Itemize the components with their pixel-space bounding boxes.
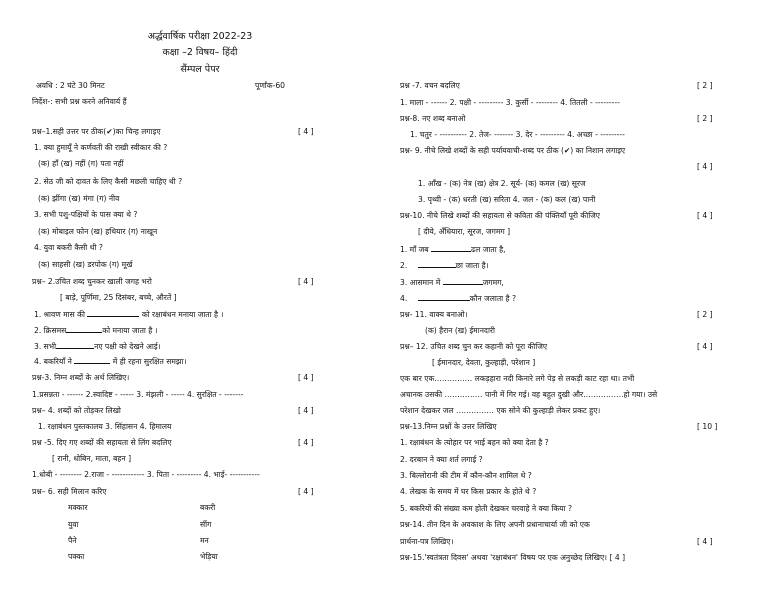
match-left-item: मक्कार (68, 503, 88, 512)
q8-line: 1. चतुर - ---------- 2. तेज- ------- 3. देर - --------- 4. अच्छा - --------- (410, 130, 625, 139)
q7-title: प्रश्न -7. वचन बदलिए (400, 81, 460, 90)
q1-options: (क) झींगा (ख) मंगा (ग) नीव (38, 194, 120, 203)
q4-marks: [ 4 ] (298, 406, 314, 415)
q2-item: 3. सभी नए पक्षी को देखने आई। (34, 342, 161, 351)
q4-line: 1. रक्षाबंधन पुस्तकालय 3. सिंहासन 4. हिमालय (38, 422, 172, 431)
q14-marks: [ 4 ] (697, 537, 713, 546)
q1-options: (क) मोबाइल फोन (ख) हथियार (ग) नाखून (38, 227, 158, 236)
q1-options: (क) साहसी (ख) डरपोक (ग) मूर्ख (38, 260, 133, 269)
q12-marks: [ 4 ] (697, 342, 713, 351)
q2-item: 2. क्रिसमस को मनाया जाता है । (34, 326, 158, 335)
q13-item: 2. दरबान ने क्या शर्त लगाई ? (400, 455, 483, 464)
q12-story-line: अचानक उसकी …………… पानी में गिर गई। वह बहुत दुखी और…………….हो गया। उसे (400, 390, 658, 399)
fill-blank (87, 309, 139, 317)
q2-item: 1. श्रावण मास की को रक्षाबंधन मनाया जाता है । (34, 310, 224, 319)
q3-marks: [ 4 ] (298, 373, 314, 382)
fill-blank (418, 293, 470, 301)
match-left-item: युवा (68, 520, 79, 529)
q9-row: 3. पृथ्वी - (क) धरती (ख) सरिता 4. जल - (क) कल (ख) पानी (418, 195, 596, 204)
q6-title: प्रश्न– 6. सही मिलान करिए (32, 487, 107, 496)
q9-title: प्रश्न- 9. नीचे लिखे शब्दों के सही पर्यायवाची-शब्द पर ठीक (✔) का निशान लगाइए (400, 146, 626, 155)
q9-row: 1. आँख - (क) नेत्र (ख) क्षेत्र 2. सूर्य- (क) कमल (ख) सूरज (418, 179, 586, 188)
q8-title: प्रश्न-8. नए शब्द बनाओ (400, 114, 466, 123)
q13-item: 5. बकरियों की संख्या कम होती देखकर चरवाहे ने क्या किया ? (400, 504, 572, 513)
q5-title: प्रश्न -5. दिए गए शब्दों की सहायता से लिंग बदलिए (32, 438, 172, 447)
q7-line: 1. माला - ------ 2. पक्षी - --------- 3. कुर्सी - -------- 4. तितली - --------- (400, 98, 620, 107)
q13-marks: [ 10 ] (697, 422, 718, 431)
q10-item: 1. माँ जब ढल जाता है, (400, 245, 506, 254)
fill-blank (418, 260, 456, 268)
q2-title: प्रश्न– 2.उचित शब्द चुनकर खाली जगह भरो (32, 277, 152, 286)
q1-item: 3. सभी पशु-पक्षियों के पास क्या थे ? (34, 210, 138, 219)
q1-item: 1. क्या हुमायूँ ने कर्णवती की राखी स्वीकार की ? (34, 143, 168, 152)
q13-title: प्रश्न-13.निम्न प्रश्नों के उत्तर लिखिए (400, 422, 497, 431)
paper-type: सैंम्पल पेपर (180, 64, 220, 75)
q3-title: प्रश्न-3. निम्न शब्दों के अर्थ लिखिए। (32, 373, 130, 382)
q10-item: 4. कौन जलाता है ? (400, 294, 517, 303)
q7-marks: [ 2 ] (697, 81, 713, 90)
q4-title: प्रश्न– 4. शब्दों को तोड़कर लिखो (32, 406, 121, 415)
q2-marks: [ 4 ] (298, 277, 314, 286)
duration: अवधि : 2 घंटे 30 मिनट (36, 81, 105, 90)
q12-word-bank: [ ईमानदार, देवता, कुल्हाड़ी, परेशान ] (432, 358, 536, 367)
instruction: निर्देश-: सभी प्रश्न करने अनिवार्य हैं (32, 97, 127, 106)
q2-item: 4. बकरियाँ ने में ही रहना सुरक्षित समझा। (34, 357, 187, 366)
q11-title: प्रश्न- 11. वाक्य बनाओ। (400, 310, 468, 319)
q1-title: प्रश्न–1.सही उत्तर पर ठीक(✔)का चिन्ह लगाइए (32, 127, 161, 136)
q8-marks: [ 2 ] (697, 114, 713, 123)
q10-marks: [ 4 ] (697, 211, 713, 220)
q12-title: प्रश्न– 12. उचित शब्द चुन कर कहानी को पूरा कीजिए (400, 342, 548, 351)
max-marks: पूर्णांक-60 (255, 81, 286, 90)
q1-item: 2. सेठ जी को दावत के लिए कैसी मछली चाहिए थी ? (34, 177, 183, 186)
match-right-item: बकरी (200, 503, 216, 512)
match-left-item: पक्का (68, 552, 85, 561)
fill-blank (443, 277, 483, 285)
q13-item: 1. रक्षाबंधन के त्योहार पर भाई बहन को क्या देता है ? (400, 438, 549, 447)
q2-word-bank: [ बाड़े, पूर्णिमा, 25 दिसंबर, बच्चे, औरतें ] (60, 293, 177, 302)
q12-story-line: एक बार एक…………… लकड़हारा नदी किनारे लगे पेड़ से लकड़ी काट रहा था। तभी (400, 374, 635, 383)
q13-item: 3. बिल्लोरानी की टीम में कौन-कौन शामिल थे ? (400, 471, 532, 480)
match-left-item: पैने (68, 536, 77, 545)
match-right-item: भेड़िया (200, 552, 218, 561)
q5-word-bank: [ रानी, धोबिन, माता, बहन ] (52, 454, 132, 463)
q10-title: प्रश्न-10. नीचे लिखे शब्दों की सहायता से कविता की पंक्तियाँ पूरी कीजिए (400, 211, 600, 220)
q14-line: प्रार्थना-पत्र लिखिए। (400, 537, 454, 546)
q9-marks: [ 4 ] (697, 162, 713, 171)
q1-marks: [ 4 ] (298, 127, 314, 136)
q14-line: प्रश्न-14. तीन दिन के अवकाश के लिए अपनी प्रधानाचार्या जी को एक (400, 520, 590, 529)
q1-options: (क) हाँ (ख) नहीं (ग) पता नहीं (38, 159, 124, 168)
match-right-item: सींग (200, 520, 212, 529)
q12-story-line: परेशान देखकर जल …………… एक सोने की कुल्हाड़ी लेकर प्रकट हुए। (400, 406, 601, 415)
class-subject: कक्षा –2 विषय– हिंदी (162, 47, 238, 58)
q3-line: 1.प्रसन्नता - ------ 2.स्वादिष्ट - ----- 3. मंझली - ----- 4. सुरक्षित - ------- (32, 390, 244, 399)
q11-words: (क) हैरान (ख) ईमानदारी (425, 326, 495, 335)
fill-blank (66, 325, 102, 333)
fill-blank (431, 244, 471, 252)
q13-item: 4. लेखक के समय में घर किस प्रकार के होते थे ? (400, 487, 537, 496)
q5-marks: [ 4 ] (298, 438, 314, 447)
q10-item: 3. आसमान में जगमग, (400, 278, 504, 287)
q5-line: 1.धोबी - -------- 2.राजा - ------------ 3. पिता - --------- 4. भाई- ----------- (32, 470, 260, 479)
q10-item: 2. छा जाता है। (400, 261, 489, 270)
q11-marks: [ 2 ] (697, 310, 713, 319)
q1-item: 4. युवा बकरी कैसी थी ? (34, 243, 103, 252)
q15-line: प्रश्न-15.'स्वतंत्रता दिवस' अथवा 'रक्षाबंधन' विषय पर एक अनुच्छेद लिखिए। [ 4 ] (400, 553, 626, 562)
match-right-item: मन (200, 536, 209, 545)
exam-title: अर्द्धवार्षिक परीक्षा 2022-23 (147, 31, 253, 42)
fill-blank (56, 341, 94, 349)
fill-blank (74, 356, 110, 364)
q10-word-bank: [ दीये, अँधियारा, सूरज, जगमग ] (418, 227, 511, 236)
q6-marks: [ 4 ] (298, 487, 314, 496)
